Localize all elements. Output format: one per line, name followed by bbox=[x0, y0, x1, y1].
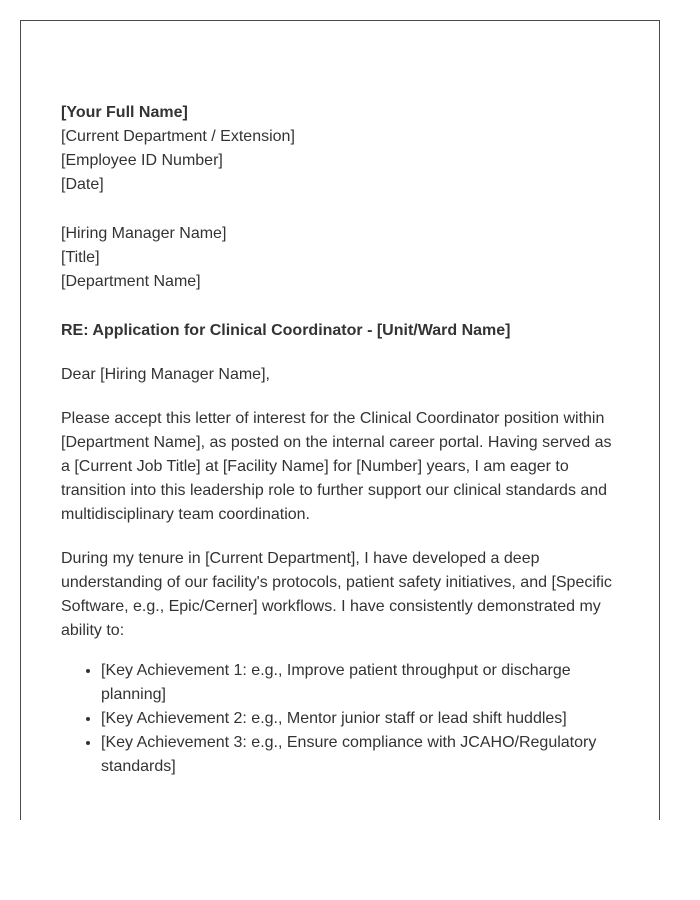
body-paragraph-1: Please accept this letter of interest for the Clinical Coordinator position within [Department Name], as posted on the internal career portal. Having served as a [Current Job Title] at [Facility Name] for [Number] years, I am eager to transition into this leadership role to further support our clinical standards and multidisciplinary team coordination. bbox=[61, 410, 612, 523]
list-item: • [Key Achievement 1: e.g., Improve patient throughput or discharge planning] bbox=[101, 659, 621, 707]
list-item: • [Key Achievement 3: e.g., Ensure compliance with JCAHO/Regulatory standards] bbox=[101, 731, 621, 779]
recipient-department: [Department Name] bbox=[61, 273, 201, 290]
sender-department: [Current Department / Extension] bbox=[61, 128, 295, 145]
list-item: • [Key Achievement 2: e.g., Mentor junior staff or lead shift huddles] bbox=[101, 707, 621, 731]
letter-date: [Date] bbox=[61, 176, 104, 193]
sender-block bbox=[61, 101, 621, 197]
letter-page bbox=[20, 20, 660, 820]
sender-name: [Your Full Name] bbox=[61, 104, 188, 121]
body-paragraph-2: During my tenure in [Current Department], I have developed a deep understanding of our facility's protocols, patient safety initiatives, and [Specific Software, e.g., Epic/Cerner] workflows. I have consistently demonstrated my ability to: bbox=[61, 550, 612, 639]
sender-employee-id: [Employee ID Number] bbox=[61, 152, 223, 169]
letter-content bbox=[61, 101, 621, 779]
recipient-name: [Hiring Manager Name] bbox=[61, 225, 227, 242]
salutation: Dear [Hiring Manager Name], bbox=[61, 366, 270, 383]
recipient-block bbox=[61, 222, 621, 294]
subject-line: RE: Application for Clinical Coordinator - [Unit/Ward Name] bbox=[61, 322, 511, 339]
recipient-title: [Title] bbox=[61, 249, 100, 266]
achievements-list bbox=[61, 659, 621, 779]
